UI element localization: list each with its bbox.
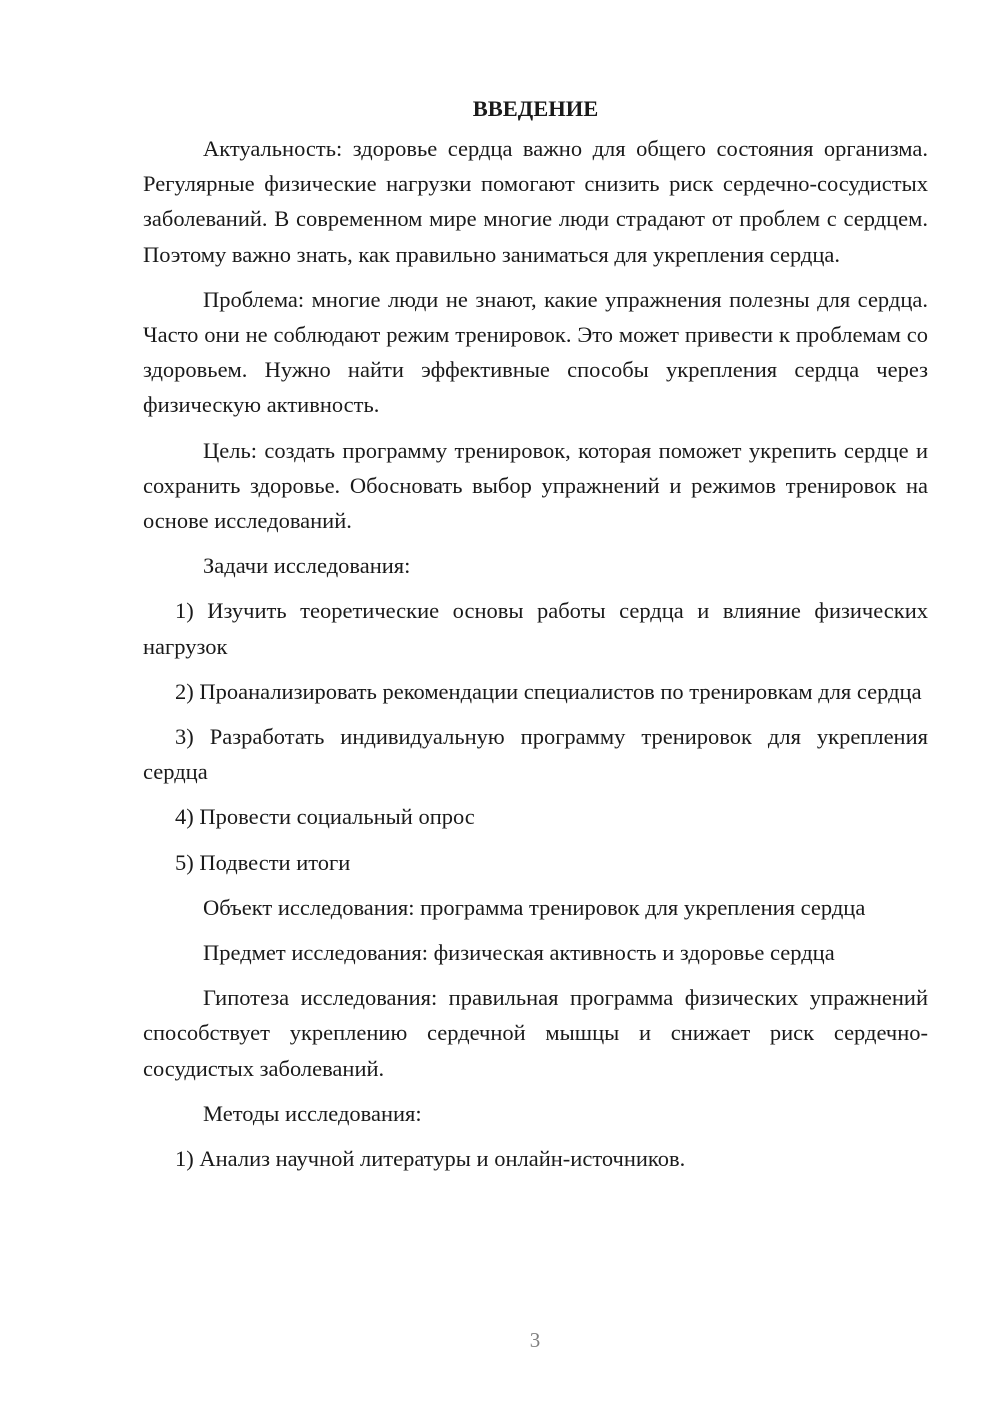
- task-item-4: 4) Провести социальный опрос: [175, 804, 475, 830]
- page-number: 3: [529, 1328, 541, 1352]
- tasks-heading: Задачи исследования:: [203, 553, 411, 579]
- task-item-5: 5) Подвести итоги: [175, 849, 351, 875]
- document-body: [143, 88, 928, 1176]
- research-object: Объект исследования: программа тренировок для укрепления сердца: [203, 894, 866, 920]
- research-hypothesis: Гипотеза исследования: правильная программа физических упражнений способствует укреплению сердечной мышцы и снижает риск сердечно-сосудистых заболеваний.: [143, 985, 928, 1081]
- section-title: ВВЕДЕНИЕ: [472, 96, 599, 121]
- research-subject: Предмет исследования: физическая активность и здоровье сердца: [203, 940, 835, 966]
- methods-heading: Методы исследования:: [203, 1100, 422, 1126]
- task-item-2: 2) Проанализировать рекомендации специалистов по тренировкам для сердца: [175, 678, 922, 704]
- goal-paragraph: Цель: создать программу тренировок, которая поможет укрепить сердце и сохранить здоровье. Обосновать выбор упражнений и режимов тренировок на основе исследований.: [143, 437, 928, 534]
- problem-paragraph: Проблема: многие люди не знают, какие упражнения полезны для сердца. Часто они не соблюдают режим тренировок. Это может привести к проблемам со здоровьем. Нужно найти эффективные способы укрепления сердца через физическую активность.: [143, 286, 928, 418]
- method-item-1: 1) Анализ научной литературы и онлайн-источников.: [175, 1146, 686, 1172]
- relevance-paragraph: Актуальность: здоровье сердца важно для общего состояния организма. Регулярные физические нагрузки помогают снизить риск сердечно-сосудистых заболеваний. В современном мире многие люди страдают от проблем с сердцем. Поэтому важно знать, как правильно заниматься для укрепления сердца.: [143, 136, 928, 267]
- task-item-3: 3) Разработать индивидуальную программу тренировок для укрепления сердца: [143, 724, 928, 785]
- task-item-1: 1) Изучить теоретические основы работы сердца и влияние физических нагрузок: [143, 598, 928, 659]
